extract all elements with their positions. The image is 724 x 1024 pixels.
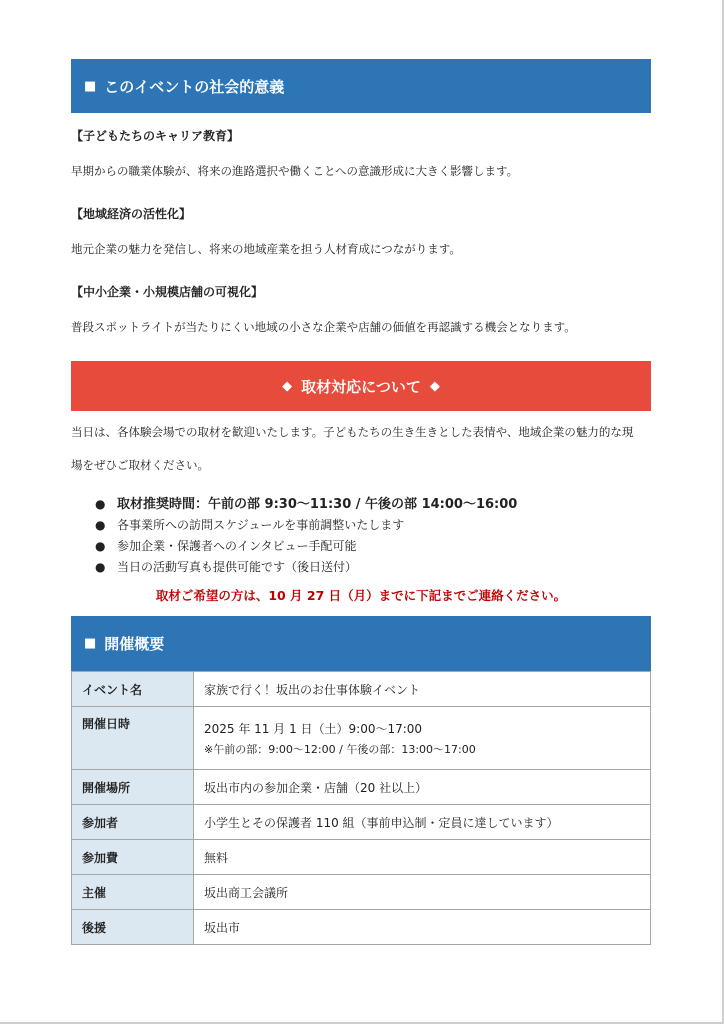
row-value: 小学生とその保護者 110 組（事前申込制・定員に達しています）: [194, 805, 651, 840]
bullet-dot-icon: ●: [95, 560, 106, 574]
square-bullet-icon: ■: [84, 78, 97, 94]
square-bullet-icon: ■: [84, 636, 97, 651]
section-title: 取材対応について: [301, 377, 421, 396]
bullet-text: 当日の活動写真も提供可能です（後日送付）: [117, 560, 358, 574]
table-row: [72, 875, 651, 910]
list-item: [95, 536, 651, 557]
row-value-cell: [194, 707, 651, 770]
document-page: [71, 59, 651, 945]
row-label: イベント名: [72, 672, 194, 707]
section-title: 開催概要: [104, 635, 165, 653]
row-label: 参加者: [72, 805, 194, 840]
table-row: [72, 707, 651, 770]
row-value: 坂出商工会議所: [194, 875, 651, 910]
row-label: 主催: [72, 875, 194, 910]
section-header-press-coverage: [71, 361, 651, 411]
diamond-icon: ◆: [429, 378, 440, 394]
list-item: [95, 557, 651, 578]
overview-table: [71, 671, 651, 945]
press-deadline-notice: 取材ご希望の方は、10 月 27 日（月）までに下記までご連絡ください。: [155, 588, 567, 603]
bullet-text: 取材推奨時間：午前の部 9:30〜11:30 / 午後の部 14:00〜16:00: [117, 497, 518, 512]
table-row: [72, 805, 651, 840]
subheading-regional-economy: 【地域経済の活性化】: [71, 207, 192, 221]
press-intro-line: 場をぜひご取材ください。: [71, 458, 209, 472]
table-row: [72, 770, 651, 805]
row-value: 坂出市内の参加企業・店舗（20 社以上）: [194, 770, 651, 805]
subheading-career-education: 【子どもたちのキャリア教育】: [71, 129, 240, 143]
section-header-overview: [71, 616, 651, 671]
section-title: このイベントの社会的意義: [104, 77, 285, 96]
diamond-icon: ◆: [282, 378, 293, 394]
bullet-text: 参加企業・保護者へのインタビュー手配可能: [117, 539, 357, 553]
table-row: [72, 840, 651, 875]
table-row: [72, 910, 651, 945]
bullet-dot-icon: ●: [95, 497, 106, 511]
bullet-dot-icon: ●: [95, 539, 106, 553]
press-bullet-list: [71, 494, 651, 578]
paragraph-regional-economy: 地元企業の魅力を発信し、将来の地域産業を担う人材育成につながります。: [71, 242, 461, 256]
row-label: 開催場所: [72, 770, 194, 805]
row-label: 後援: [72, 910, 194, 945]
row-note: ※午前の部：9:00〜12:00 / 午後の部：13:00〜17:00: [204, 742, 476, 756]
overview-section: [71, 616, 651, 945]
paragraph-career-education: 早期からの職業体験が、将来の進路選択や働くことへの意識形成に大きく影響します。: [71, 164, 519, 178]
press-intro-paragraph: [71, 416, 651, 482]
row-value: 家族で行く！坂出のお仕事体験イベント: [194, 672, 651, 707]
row-label: 開催日時: [72, 707, 194, 770]
bullet-dot-icon: ●: [95, 518, 106, 532]
bullet-text: 各事業所への訪問スケジュールを事前調整いたします: [117, 518, 405, 532]
section-header-social-significance: [71, 59, 651, 113]
list-item: [95, 515, 651, 536]
row-value: 無料: [194, 840, 651, 875]
paragraph-small-business: 普段スポットライトが当たりにくい地域の小さな企業や店舗の価値を再認識する機会となります。: [71, 320, 576, 334]
table-row: [72, 672, 651, 707]
row-value: 坂出市: [194, 910, 651, 945]
row-value: 2025 年 11 月 1 日（土）9:00〜17:00: [204, 721, 423, 736]
press-intro-line: 当日は、各体験会場での取材を歓迎いたします。子どもたちの生き生きとした表情や、地域企業の魅力的な現: [71, 425, 634, 439]
row-label: 参加費: [72, 840, 194, 875]
list-item: [95, 494, 651, 515]
subheading-small-business: 【中小企業・小規模店舗の可視化】: [71, 285, 264, 299]
